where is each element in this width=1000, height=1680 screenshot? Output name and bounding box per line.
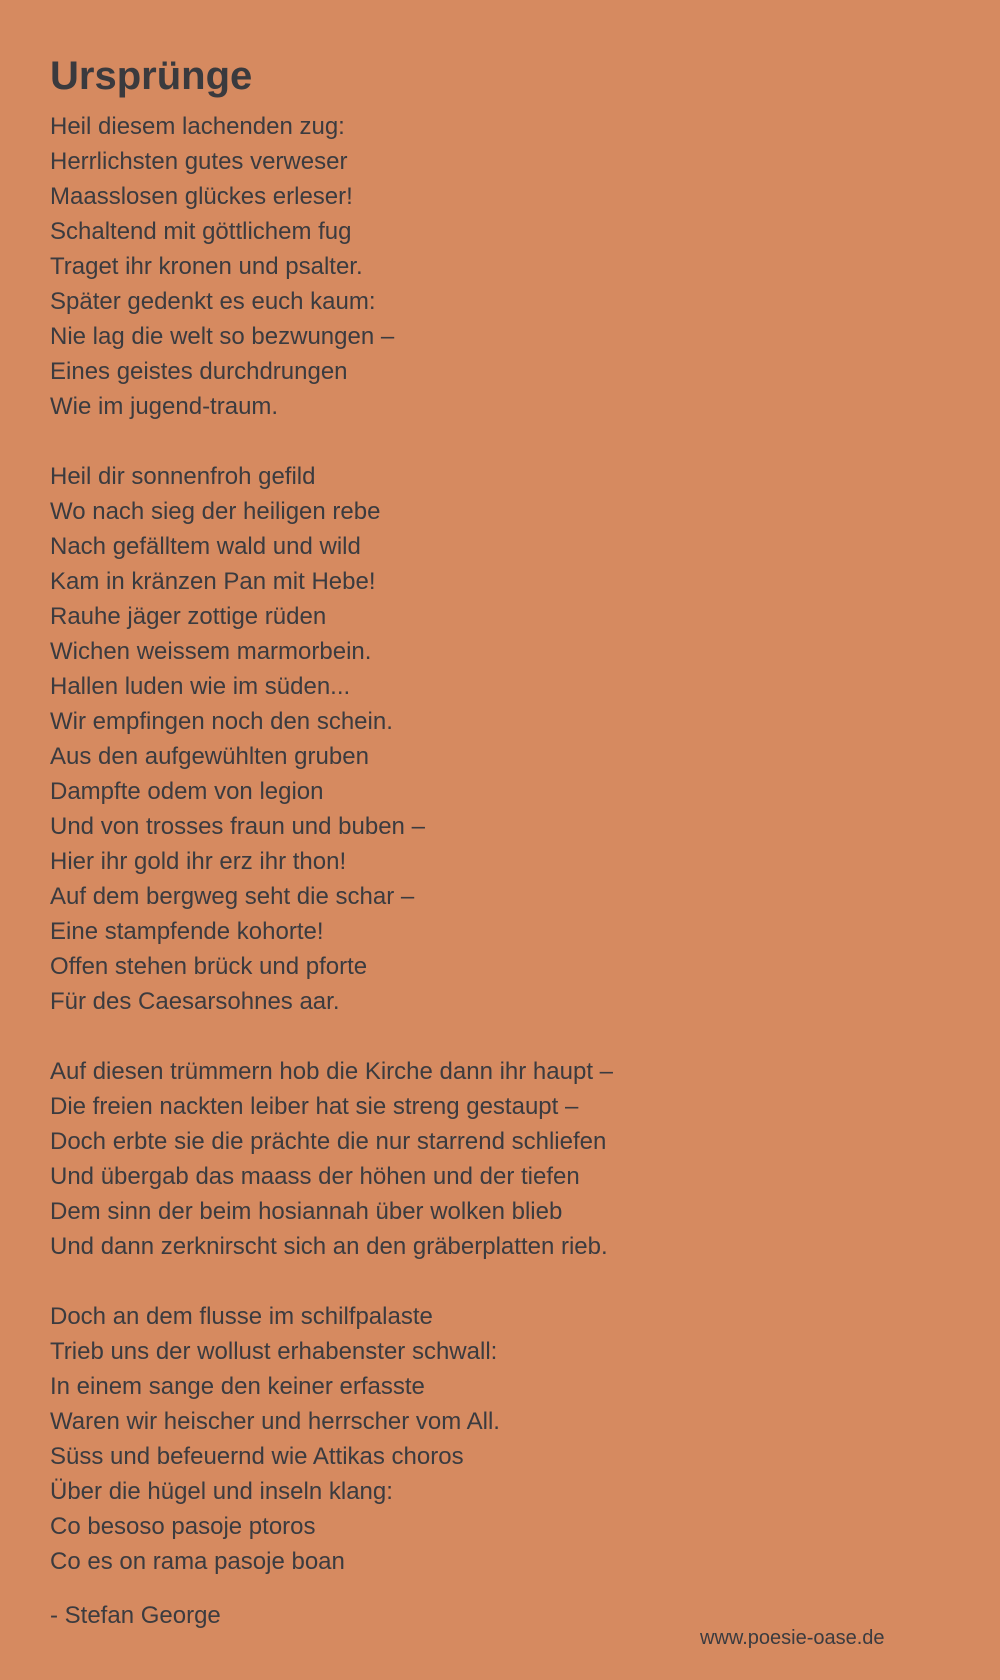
poem-line: Co besoso pasoje ptoros xyxy=(50,1513,316,1540)
poem-line: Doch an dem flusse im schilfpalaste xyxy=(50,1303,433,1330)
website-credit: www.poesie-oase.de xyxy=(700,1627,885,1649)
stanza xyxy=(50,459,930,1019)
poem-line: Herrlichsten gutes verweser xyxy=(50,148,348,175)
stanza xyxy=(50,1054,930,1264)
poem-line: Wo nach sieg der heiligen rebe xyxy=(50,498,381,525)
poem-line: Traget ihr kronen und psalter. xyxy=(50,253,363,280)
poem-author: - Stefan George xyxy=(50,1602,221,1629)
poem-line: Und dann zerknirscht sich an den gräberplatten rieb. xyxy=(50,1233,608,1260)
poem-line: Hallen luden wie im süden... xyxy=(50,673,351,700)
poem-line: Co es on rama pasoje boan xyxy=(50,1548,345,1575)
poem-title: Ursprünge xyxy=(50,54,253,98)
poem-line: Rauhe jäger zottige rüden xyxy=(50,603,327,630)
poem-line: Hier ihr gold ihr erz ihr thon! xyxy=(50,848,347,875)
poem-line: Eine stampfende kohorte! xyxy=(50,918,324,945)
poem-line: Doch erbte sie die prächte die nur starrend schliefen xyxy=(50,1128,607,1155)
poem-line: Heil diesem lachenden zug: xyxy=(50,113,345,140)
poem-line: Aus den aufgewühlten gruben xyxy=(50,743,369,770)
poem-line: Auf diesen trümmern hob die Kirche dann ihr haupt – xyxy=(50,1058,614,1085)
poem-line: Nie lag die welt so bezwungen – xyxy=(50,323,395,350)
poem-line: Später gedenkt es euch kaum: xyxy=(50,288,376,315)
poem-line: Die freien nackten leiber hat sie streng gestaupt – xyxy=(50,1093,579,1120)
poem-line: Eines geistes durchdrungen xyxy=(50,358,348,385)
poem-line: Nach gefälltem wald und wild xyxy=(50,533,361,560)
poem-line: Über die hügel und inseln klang: xyxy=(50,1478,393,1505)
poem-line: Und übergab das maass der höhen und der tiefen xyxy=(50,1163,580,1190)
poem-line: Trieb uns der wollust erhabenster schwall: xyxy=(50,1338,498,1365)
poem-line: Wie im jugend-traum. xyxy=(50,393,279,420)
poem-line: Offen stehen brück und pforte xyxy=(50,953,368,980)
poem-line: Dem sinn der beim hosiannah über wolken blieb xyxy=(50,1198,563,1225)
poem-line: Wir empfingen noch den schein. xyxy=(50,708,393,735)
poem-line: Für des Caesarsohnes aar. xyxy=(50,988,340,1015)
poem-line: Schaltend mit göttlichem fug xyxy=(50,218,352,245)
poem-line: In einem sange den keiner erfasste xyxy=(50,1373,425,1400)
poem-line: Dampfte odem von legion xyxy=(50,778,324,805)
poem-line: Auf dem bergweg seht die schar – xyxy=(50,883,415,910)
poem-line: Süss und befeuernd wie Attikas choros xyxy=(50,1443,464,1470)
poem-line: Waren wir heischer und herrscher vom All. xyxy=(50,1408,500,1435)
poem-line: Kam in kränzen Pan mit Hebe! xyxy=(50,568,376,595)
stanza xyxy=(50,1299,930,1579)
poem-line: Wichen weissem marmorbein. xyxy=(50,638,372,665)
stanza xyxy=(50,109,930,424)
poem-line: Und von trosses fraun und buben – xyxy=(50,813,425,840)
poem-body xyxy=(50,109,930,1614)
poem-line: Heil dir sonnenfroh gefild xyxy=(50,463,316,490)
poem-line: Maasslosen glückes erleser! xyxy=(50,183,353,210)
